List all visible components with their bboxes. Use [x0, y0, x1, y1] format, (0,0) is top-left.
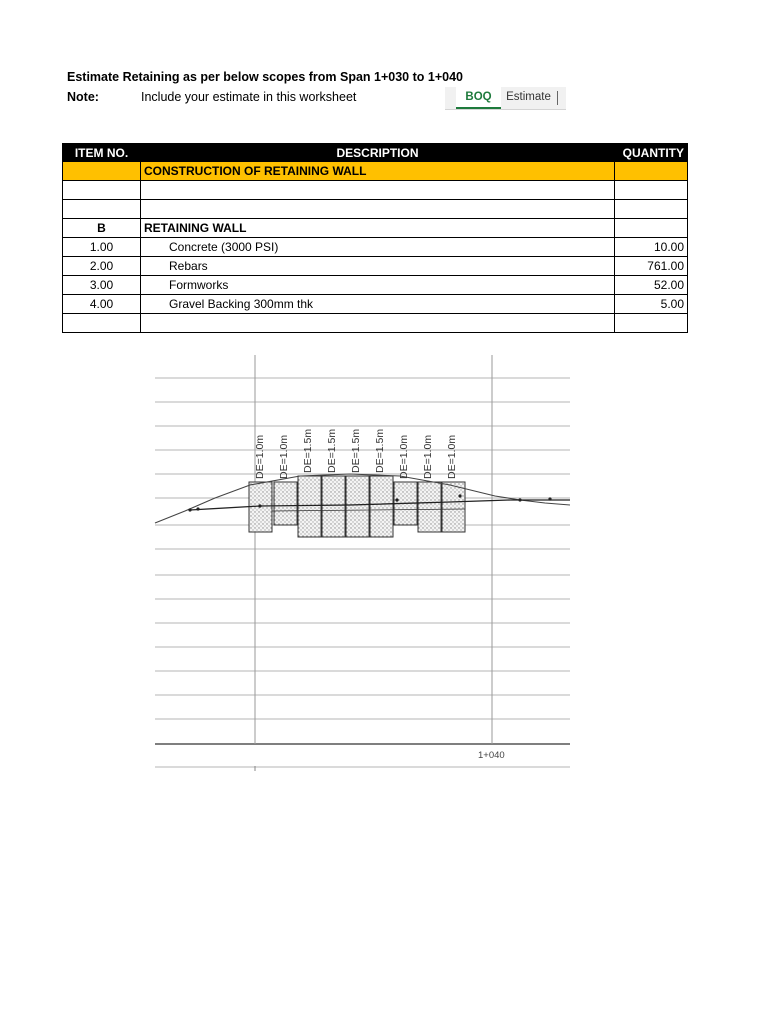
item-description[interactable]: Concrete (3000 PSI) — [141, 238, 615, 257]
section-row — [63, 162, 688, 181]
table-row — [63, 276, 688, 295]
sheet-title: Estimate Retaining as per below scopes from Span 1+030 to 1+040 — [67, 70, 463, 84]
block-label: DE=1.5m — [326, 428, 338, 473]
table-cell[interactable] — [615, 181, 688, 200]
item-quantity[interactable]: 52.00 — [615, 276, 688, 295]
note-label: Note: — [67, 90, 99, 104]
table-cell[interactable] — [141, 181, 615, 200]
retaining-wall-profile-drawing — [150, 355, 575, 775]
block-label: DE=1.0m — [254, 434, 266, 479]
empty-row — [63, 314, 688, 333]
item-quantity[interactable]: 5.00 — [615, 295, 688, 314]
wall-blocks — [249, 476, 465, 537]
group-item-no[interactable]: B — [63, 219, 141, 238]
item-description[interactable]: Formworks — [141, 276, 615, 295]
item-no[interactable]: 1.00 — [63, 238, 141, 257]
block-label: DE=1.0m — [422, 434, 434, 479]
item-description[interactable]: Gravel Backing 300mm thk — [141, 295, 615, 314]
item-quantity[interactable]: 10.00 — [615, 238, 688, 257]
group-row — [63, 219, 688, 238]
item-no[interactable]: 3.00 — [63, 276, 141, 295]
block-label: DE=1.0m — [398, 434, 410, 479]
sheet-tab-estimate[interactable]: Estimate — [506, 91, 551, 103]
table-cell[interactable] — [63, 200, 141, 219]
table-cell[interactable] — [141, 200, 615, 219]
tab-separator — [557, 91, 558, 105]
table-cell[interactable] — [615, 162, 688, 181]
sheet-tab-boq[interactable]: BOQ — [456, 87, 501, 109]
empty-row — [63, 181, 688, 200]
block-label: DE=1.5m — [350, 428, 362, 473]
section-title[interactable]: CONSTRUCTION OF RETAINING WALL — [141, 162, 615, 181]
col-header-description: DESCRIPTION — [141, 144, 615, 162]
table-cell[interactable] — [615, 200, 688, 219]
table-cell[interactable] — [63, 181, 141, 200]
table-row — [63, 257, 688, 276]
table-header-row — [63, 144, 688, 162]
item-quantity[interactable]: 761.00 — [615, 257, 688, 276]
table-cell[interactable] — [615, 314, 688, 333]
col-header-quantity: QUANTITY — [615, 144, 688, 162]
table-row — [63, 295, 688, 314]
empty-row — [63, 200, 688, 219]
block-label: DE=1.5m — [302, 428, 314, 473]
item-no[interactable]: 4.00 — [63, 295, 141, 314]
boq-table — [62, 143, 688, 333]
table-cell[interactable] — [615, 219, 688, 238]
block-label: DE=1.0m — [446, 434, 458, 479]
table-row — [63, 238, 688, 257]
col-header-item: ITEM NO. — [63, 144, 141, 162]
block-label: DE=1.5m — [374, 428, 386, 473]
item-no[interactable]: 2.00 — [63, 257, 141, 276]
note-text: Include your estimate in this worksheet — [141, 90, 357, 104]
block-label: DE=1.0m — [278, 434, 290, 479]
table-cell[interactable] — [63, 314, 141, 333]
grid-lines — [155, 378, 570, 767]
sheet-tab-bar — [445, 87, 566, 110]
table-cell[interactable] — [141, 314, 615, 333]
group-title[interactable]: RETAINING WALL — [141, 219, 615, 238]
station-label: 1+040 — [478, 750, 505, 761]
table-cell[interactable] — [63, 162, 141, 181]
item-description[interactable]: Rebars — [141, 257, 615, 276]
